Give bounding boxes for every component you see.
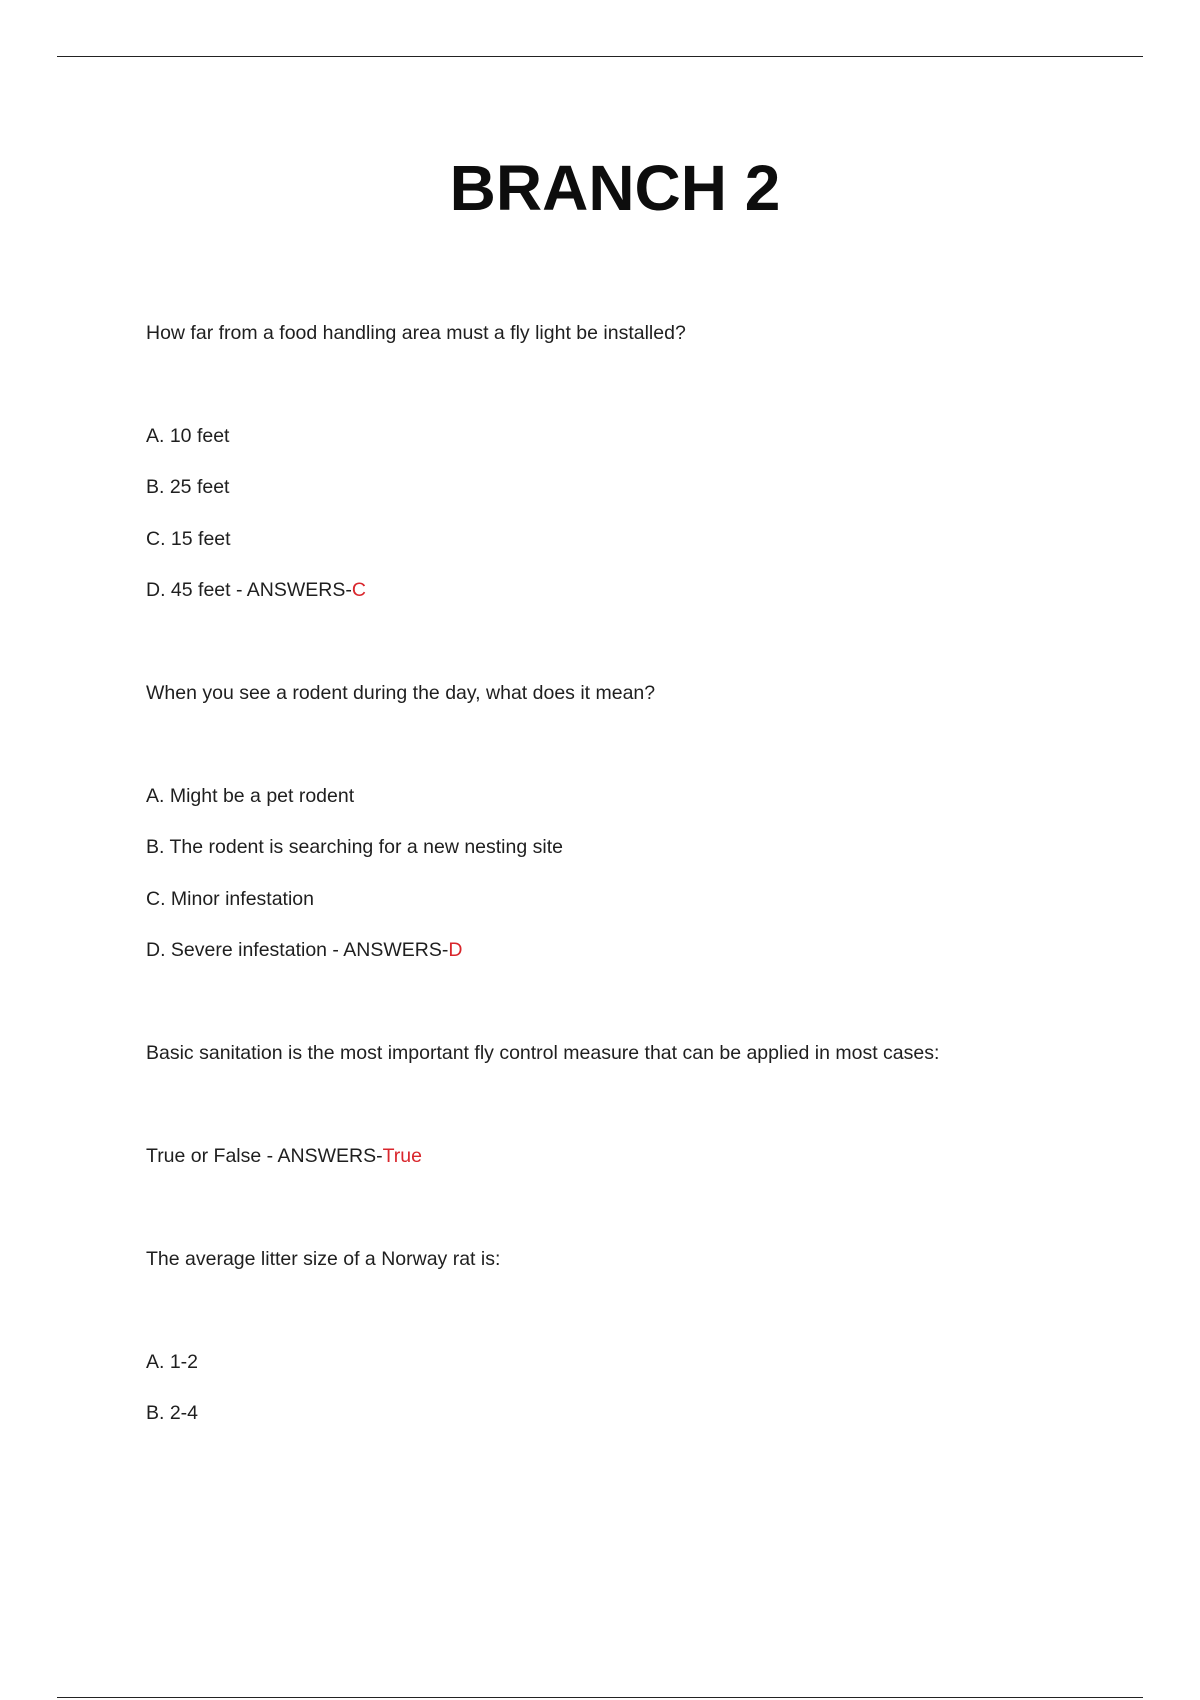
question-1-option-d-text: D. 45 feet - ANSWERS- (146, 579, 352, 601)
question-1-option-d (146, 578, 366, 602)
question-1-option-b: B. 25 feet (146, 476, 230, 498)
question-3-option-text: True or False - ANSWERS- (146, 1145, 383, 1167)
question-2-option-b: B. The rodent is searching for a new nesting site (146, 836, 563, 858)
question-4-option-b: B. 2-4 (146, 1402, 199, 1424)
top-divider (57, 56, 1143, 57)
question-2-option-d-text: D. Severe infestation - ANSWERS- (146, 939, 449, 961)
page-title: BRANCH 2 (449, 152, 781, 224)
question-3-option (146, 1144, 422, 1168)
question-3-answer: True (382, 1145, 422, 1167)
bottom-divider (57, 1697, 1143, 1698)
question-1-option-a: A. 10 feet (146, 425, 230, 447)
question-1-option-c: C. 15 feet (146, 528, 231, 550)
question-2-answer: D (448, 939, 463, 961)
question-3-text: Basic sanitation is the most important fly control measure that can be applied in most cases: (146, 1042, 940, 1064)
question-1-answer: C (351, 579, 366, 601)
question-2-option-c: C. Minor infestation (146, 888, 314, 910)
question-2-text: When you see a rodent during the day, what does it mean? (146, 682, 656, 704)
question-1-text: How far from a food handling area must a fly light be installed? (146, 322, 686, 344)
question-4-option-a: A. 1-2 (146, 1351, 199, 1373)
question-2-option-d (146, 938, 462, 962)
question-2-option-a: A. Might be a pet rodent (146, 785, 355, 807)
question-4-text: The average litter size of a Norway rat is: (146, 1248, 501, 1270)
